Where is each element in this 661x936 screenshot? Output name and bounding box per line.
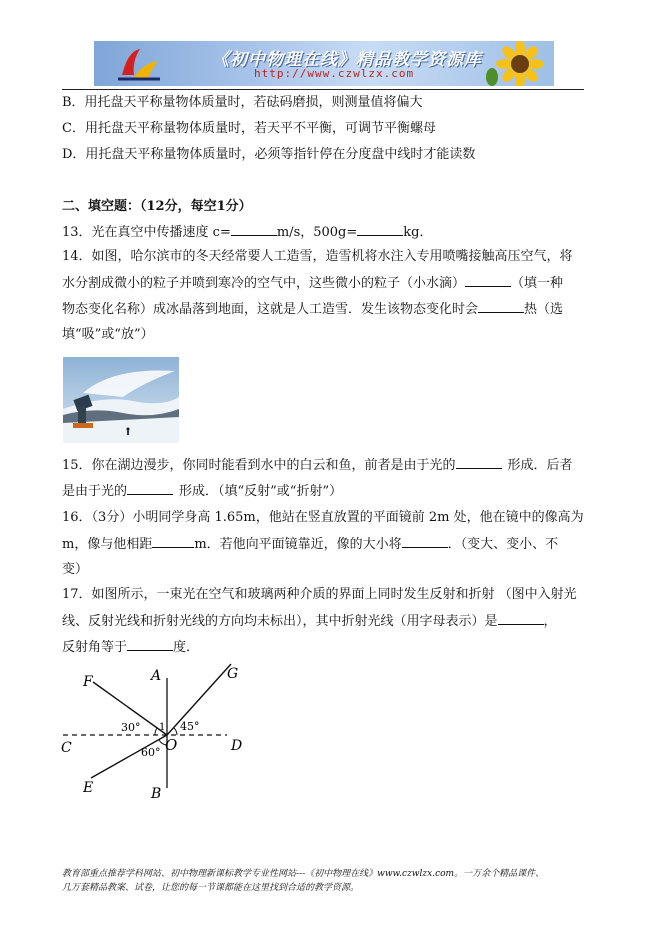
q17-line-3	[62, 638, 199, 657]
option-c: C．用托盘天平称量物体质量时，若天平不平衡，可调节平衡螺母	[62, 121, 436, 136]
q14-text-3a: 物态变化名称）成冰晶落到地面，这就是人工造雪．发生该物态变化时会	[62, 302, 479, 317]
header-banner	[94, 41, 554, 86]
q17-text-2b: ，	[543, 614, 557, 629]
q14-text-2b: （填一种	[511, 276, 564, 291]
q14-line-2	[62, 274, 563, 293]
q14-line-4: 填“吸”或“放”）	[62, 327, 154, 342]
option-b: B．用托盘天平称量物体质量时，若砝码磨损，则测量值将偏大	[62, 95, 423, 110]
q16-text-2b: m．若他向平面镜靠近，像的大小将	[194, 537, 402, 552]
label-c: C	[61, 740, 72, 756]
q13-blank-1	[231, 223, 277, 236]
optics-diagram	[55, 660, 265, 802]
section-title: 二、填空题：（12分，每空1分）	[62, 199, 252, 214]
q15-line-1	[62, 456, 573, 475]
q14-line-3	[62, 300, 563, 319]
q16-blank-2	[402, 535, 448, 548]
label-f: F	[83, 674, 93, 690]
q13-blank-2	[357, 223, 403, 236]
q17-text-3a: 反射角等于	[62, 640, 128, 655]
footer-line-1: 教育部重点推荐学科网站、初中物理新课标教学专业性网站---《初中物理在线》www.czwlzx.com。一万余个精品课件、	[62, 869, 545, 879]
label-o: O	[165, 736, 178, 754]
q17-line-1: 17．如图所示，一束光在空气和玻璃两种介质的界面上同时发生反射和折射 （图中入射光	[62, 587, 577, 602]
q15-blank-1	[456, 456, 502, 469]
q14-line-1: 14．如图，哈尔滨市的冬天经常要人工造雪，造雪机将水注入专用喷嘴接触高压空气，将	[62, 249, 573, 264]
q15-text-2a: 是由于光的	[62, 484, 128, 499]
q16-blank-1	[152, 535, 194, 548]
q17-text-3b: 度．	[173, 640, 200, 655]
q16-line-1: 16．（3分）小明同学身高 1.65m，他站在竖直放置的平面镜前 2m 处，他在镜中的像高为	[62, 510, 584, 525]
q16-line-3: 变）	[62, 562, 89, 577]
angle-1: 1	[159, 722, 166, 733]
label-a: A	[151, 668, 162, 684]
q17-text-2a: 线、反射光线和折射光线的方向均未标出），其中折射光线（用字母表示）是	[62, 614, 498, 629]
question-13	[62, 223, 432, 242]
q13-text-b: m/s，500g=	[276, 225, 358, 240]
snow-machine-photo	[63, 357, 179, 443]
label-e: E	[83, 780, 94, 796]
banner-url: http://www.czwlzx.com	[254, 67, 415, 80]
q13-text-c: kg．	[403, 225, 433, 240]
q14-text-3b: 热（选	[524, 302, 564, 317]
header-rule	[62, 89, 584, 90]
q13-text-a: 13．光在真空中传播速度 c=	[62, 225, 231, 240]
banner-title: 《初中物理在线》精品教学资源库	[212, 50, 482, 70]
q16-line-2	[62, 535, 558, 554]
q15-blank-2	[127, 482, 173, 495]
option-d: D．用托盘天平称量物体质量时，必须等指针停在分度盘中线时才能读数	[62, 147, 476, 162]
logo-icon	[114, 45, 164, 83]
label-b: B	[151, 786, 162, 802]
angle-30: 30°	[121, 721, 141, 734]
q15-line-2	[62, 482, 342, 501]
q16-text-2c: ．（变大、变小、不	[447, 537, 559, 552]
q14-blank-1	[465, 274, 511, 287]
q15-text-1b: 形成．后者	[507, 458, 573, 473]
q17-blank-2	[127, 638, 173, 651]
sunflower-icon	[486, 41, 548, 86]
label-g: G	[227, 666, 239, 682]
label-d: D	[231, 738, 243, 754]
q16-text-2a: m，像与他相距	[62, 537, 153, 552]
q17-line-2	[62, 612, 557, 631]
angle-45: 45°	[180, 720, 200, 733]
q15-text-2b: 形成．（填“反射”或“折射”）	[179, 484, 343, 499]
q14-blank-2	[478, 300, 524, 313]
q14-text-2a: 水分割成微小的粒子并喷到寒冷的空气中，这些微小的粒子（小水滴）	[62, 276, 466, 291]
angle-60: 60°	[141, 746, 161, 759]
footer-line-2: 几万套精品教案、试卷，让您的每一节课都能在这里找到合适的教学资源。	[62, 883, 360, 893]
q17-blank-1	[498, 612, 544, 625]
q15-text-1a: 15．你在湖边漫步，你同时能看到水中的白云和鱼，前者是由于光的	[62, 458, 456, 473]
